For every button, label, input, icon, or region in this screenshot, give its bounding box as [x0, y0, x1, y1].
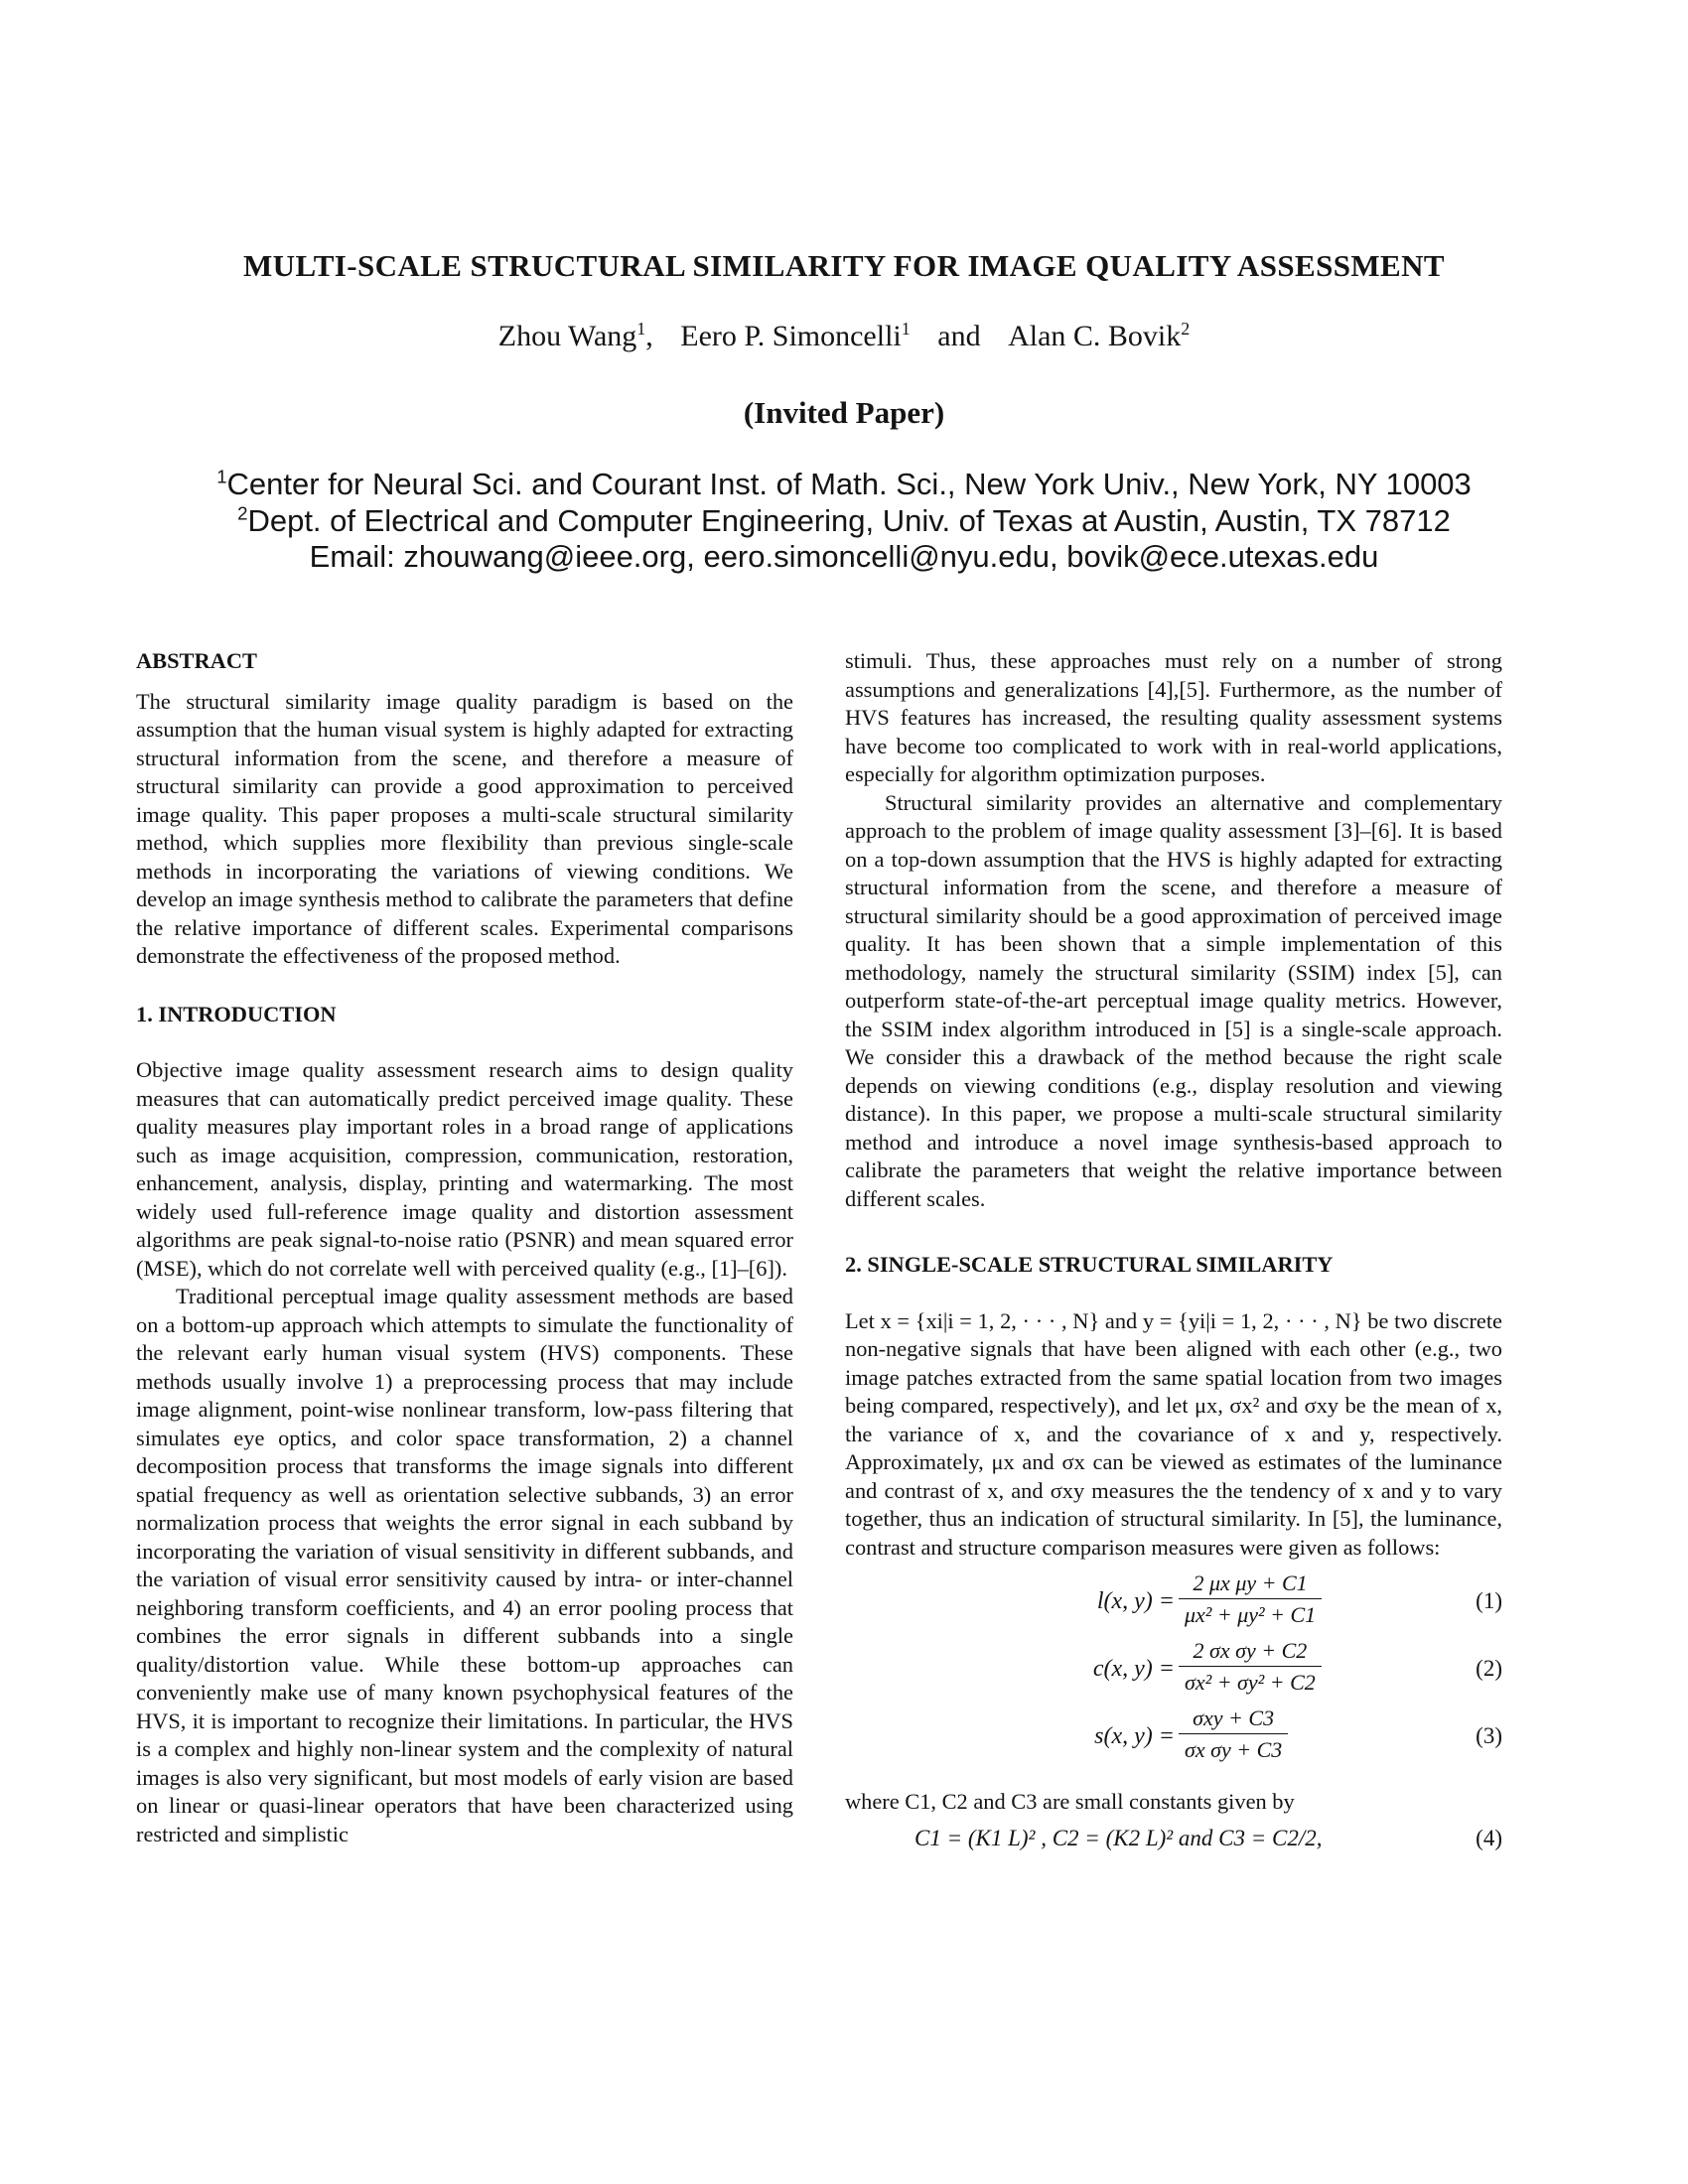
equation-2 [845, 1637, 1502, 1703]
equation-1-lhs: l(x, y) = [1096, 1588, 1175, 1614]
paper-title: MULTI-SCALE STRUCTURAL SIMILARITY FOR IMAGE QUALITY ASSESSMENT [243, 248, 1445, 283]
equation-block [845, 1570, 1502, 1778]
intro-paragraph-2: Traditional perceptual image quality assessment methods are based on a bottom-up approach which attempts to simulate the functionality of the relevant early human visual system (HVS) components. These methods usually involve 1) a preprocessing process that may include image alignment, point-wise nonlinear transform, low-pass filtering that simulates eye optics, and color space transformation, 2) a channel decomposition process that transforms the image signals into different spatial frequency as well as orientation selective subbands, 3) an error normalization process that weights the error signal in each subband by incorporating the variation of visual sensitivity in different subbands, and the variation of visual error sensitivity caused by intra- or inter-channel neighboring transform coefficients, and 4) an error pooling process that combines the error signals in different subbands into a single quality/distortion value. While these bottom-up approaches can conveniently make use of many known psychophysical features of the HVS, it is important to recognize their limitations. In particular, the HVS is a complex and highly non-linear system and the complexity of natural images is also very significant, but most models of early vision are based on linear or quasi-linear operators that have been characterized using restricted and simplistic [136, 1284, 793, 1846]
abstract-text: The structural similarity image quality paradigm is based on the assumption that the human visual system is highly adapted for extracting structural information from the scene, and therefore a measure of structural similarity can provide a good approximation to perceived image quality. This paper proposes a multi-scale structural similarity method, which supplies more flexibility than previous single-scale methods in incorporating the variations of viewing conditions. We develop an image synthesis method to calibrate the parameters that define the relative importance of different scales. Experimental comparisons demonstrate the effectiveness of the proposed method. [136, 688, 793, 968]
section2-heading: 2. SINGLE-SCALE STRUCTURAL SIMILARITY [845, 1252, 1334, 1277]
author-1: Zhou Wang$^1$, [497, 319, 653, 352]
intro-paragraph-1: Objective image quality assessment research aims to design quality measures that can automatically predict perceived image quality. These quality measures play important roles in a broad range of applications such as image acquisition, compression, communication, restoration, enhancement, analysis, display, printing and watermarking. The most widely used full-reference image quality and distortion assessment algorithms are peak signal-to-noise ratio (PSNR) and mean squared error (MSE), which do not correlate well with perceived quality (e.g., [1]–[6]). [136, 1057, 793, 1281]
equation-2-denominator: σx² + σy² + C2 [1179, 1666, 1322, 1698]
equation-3-denominator: σx σy + C3 [1179, 1733, 1288, 1765]
abstract-heading: ABSTRACT [136, 648, 257, 673]
equation-3-numerator: σxy + C3 [1193, 1706, 1275, 1730]
affiliation-1: $^1$Center for Neural Sci. and Courant Inst. of Math. Sci., New York Univ., New York, NY 10003 [216, 466, 1472, 501]
equation-3 [845, 1705, 1502, 1770]
affiliation-2: $^2$Dept. of Electrical and Computer Engineering, Univ. of Texas at Austin, Austin, TX 78712 [237, 502, 1451, 538]
equation-1 [845, 1570, 1502, 1635]
section2-paragraph-2: where C1, C2 and C3 are small constants given by [845, 1789, 1295, 1814]
author-separator: and [937, 320, 981, 352]
right-column [845, 647, 1502, 1860]
equation-1-denominator: μx² + μy² + C1 [1179, 1598, 1322, 1630]
equation-2-lhs: c(x, y) = [1092, 1656, 1175, 1682]
author-2: Eero P. Simoncelli$^1$ [680, 319, 911, 352]
left-column [136, 647, 793, 1848]
equation-1-numerator: 2 μx μy + C1 [1193, 1570, 1308, 1595]
equation-2-numerator: 2 σx σy + C2 [1193, 1638, 1308, 1663]
intro-paragraph-3: stimuli. Thus, these approaches must rely on a number of strong assumptions and generalizations [4],[5]. Furthermore, as the number of HVS features has increased, the resulting quality assessment systems have become too complicated to work with in real-world applications, especially for algorithm optimization purposes. [845, 648, 1502, 786]
equation-4-expression: C1 = (K1 L)² , C2 = (K2 L)² and C3 = C2/2, [914, 1825, 1323, 1850]
equation-4 [845, 1821, 1502, 1860]
section2-paragraph-1: Let x = {xi|i = 1, 2, · · · , N} and y = {yi|i = 1, 2, · · · , N} be two discrete non-negative signals that have been aligned with each other (e.g., two image patches extracted from the same spatial location from two images being compared, respectively), and let μx, σx² and σxy be the mean of x, the variance of x, and the covariance of x and y, respectively. Approximately, μx and σx can be viewed as estimates of the luminance and contrast of x, and σxy measures the the tendency of x and y to vary together, thus an indication of structural similarity. In [5], the luminance, contrast and structure comparison measures were given as follows: [845, 1307, 1502, 1560]
equation-3-number: (3) [1476, 1723, 1502, 1748]
equation-1-fraction [1179, 1570, 1322, 1629]
author-line [0, 320, 1688, 353]
equation-2-number: (2) [1476, 1656, 1502, 1681]
intro-heading: 1. INTRODUCTION [136, 1001, 337, 1026]
equation-4-number: (4) [1476, 1825, 1502, 1850]
equation-3-fraction [1179, 1705, 1288, 1764]
invited-label: (Invited Paper) [743, 395, 945, 430]
email-line: Email: zhouwang@ieee.org, eero.simoncelli@nyu.edu, bovik@ece.utexas.edu [309, 539, 1379, 574]
author-3: Alan C. Bovik$^2$ [1008, 319, 1191, 352]
intro-paragraph-4: Structural similarity provides an alternative and complementary approach to the problem of image quality assessment [3]–[6]. It is based on a top-down assumption that the HVS is highly adapted for extracting structural information from the scene, and therefore a measure of structural similarity should be a good approximation of perceived image quality. It has been shown that a simple implementation of this methodology, namely the structural similarity (SSIM) index [5], can outperform state-of-the-art perceptual image quality metrics. However, the SSIM index algorithm introduced in [5] is a single-scale approach. We consider this a drawback of the method because the right scale depends on viewing conditions (e.g., display resolution and viewing distance). In this paper, we propose a multi-scale structural similarity method and introduce a novel image synthesis-based approach to calibrate the parameters that weight the relative importance between different scales. [845, 789, 1502, 1211]
equation-2-fraction [1179, 1637, 1322, 1697]
equation-1-number: (1) [1476, 1588, 1502, 1613]
equation-3-lhs: s(x, y) = [1094, 1723, 1175, 1749]
